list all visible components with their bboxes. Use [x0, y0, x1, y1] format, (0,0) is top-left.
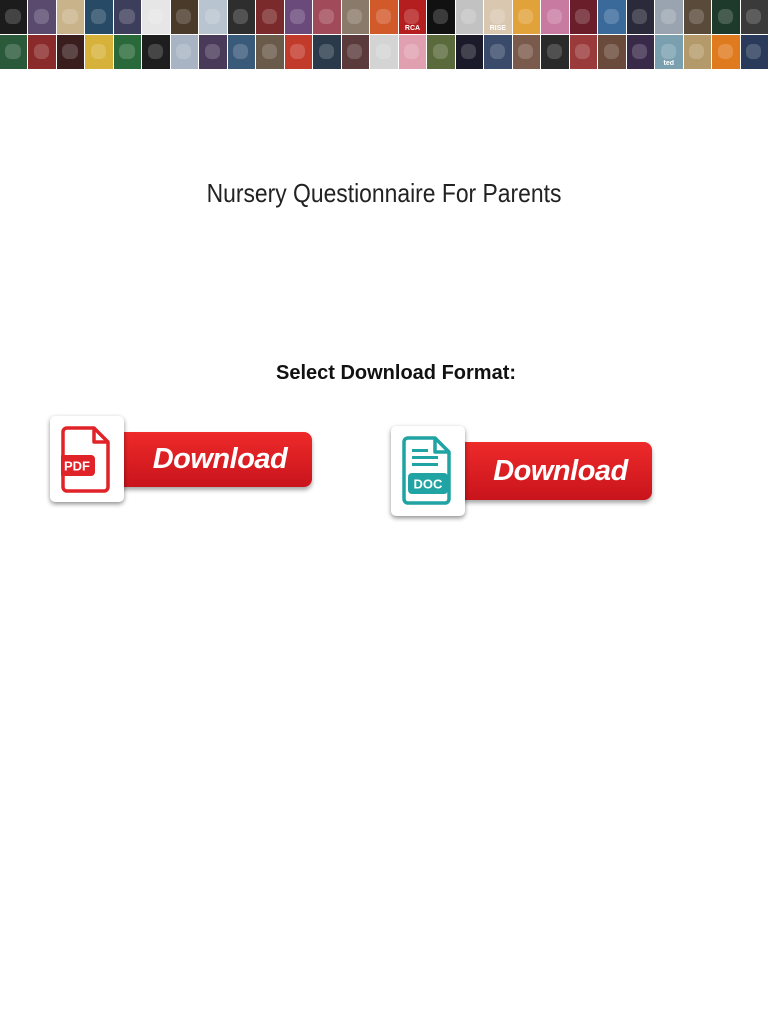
cover-thumbnail [285, 0, 312, 34]
cover-thumbnail-text: ted [663, 60, 675, 67]
cover-thumbnail [570, 35, 597, 69]
cover-thumbnail [741, 0, 768, 34]
cover-thumbnail [370, 35, 397, 69]
cover-thumbnail [142, 35, 169, 69]
doc-icon-card [391, 426, 465, 516]
cover-thumbnail [171, 35, 198, 69]
cover-thumbnail [627, 0, 654, 34]
cover-thumbnail [541, 35, 568, 69]
cover-thumbnail [342, 0, 369, 34]
select-format-label: Select Download Format: [275, 362, 517, 384]
cover-thumbnail [85, 35, 112, 69]
cover-thumbnail [427, 35, 454, 69]
cover-thumbnail [199, 0, 226, 34]
pdf-badge-text: PDF [64, 458, 90, 474]
doc-download-button[interactable] [391, 426, 655, 518]
pdf-file-icon [61, 425, 113, 493]
cover-thumbnail [627, 35, 654, 69]
cover-thumbnail [370, 0, 397, 34]
cover-thumbnail [57, 35, 84, 69]
pdf-icon-card [50, 416, 124, 502]
cover-thumbnail [456, 0, 483, 34]
cover-thumbnail [684, 0, 711, 34]
cover-thumbnail [655, 35, 682, 69]
cover-thumbnail [513, 0, 540, 34]
cover-thumbnail [484, 35, 511, 69]
document-title: Nursery Questionnaire For Parents [206, 178, 562, 208]
doc-download-label: Download [493, 454, 628, 487]
cover-thumbnail [0, 0, 27, 34]
cover-thumbnail [684, 35, 711, 69]
cover-thumbnail [712, 35, 739, 69]
cover-thumbnail [228, 35, 255, 69]
cover-thumbnail [313, 35, 340, 69]
cover-thumbnail [228, 0, 255, 34]
doc-download-bar[interactable] [453, 442, 652, 500]
cover-thumbnail [570, 0, 597, 34]
cover-thumbnail [513, 35, 540, 69]
cover-thumbnail [142, 0, 169, 34]
cover-thumbnail [285, 35, 312, 69]
cover-thumbnail [57, 0, 84, 34]
cover-thumbnail [712, 0, 739, 34]
cover-thumbnail [313, 0, 340, 34]
cover-thumbnail [598, 0, 625, 34]
pdf-download-button[interactable] [50, 416, 316, 506]
cover-thumbnail [427, 0, 454, 34]
cover-thumbnail-text: RCA [404, 25, 421, 32]
doc-file-icon [402, 435, 454, 505]
cover-thumbnail [28, 0, 55, 34]
cover-thumbnail [655, 0, 682, 34]
cover-thumbnails-banner [0, 0, 768, 68]
pdf-download-label: Download [152, 443, 288, 475]
cover-thumbnail [0, 35, 27, 69]
cover-thumbnail [171, 0, 198, 34]
cover-thumbnail [541, 0, 568, 34]
doc-badge-text: DOC [413, 476, 443, 492]
cover-thumbnail [399, 0, 426, 34]
cover-thumbnail [256, 35, 283, 69]
cover-thumbnail [256, 0, 283, 34]
cover-thumbnail [342, 35, 369, 69]
pdf-download-bar[interactable] [112, 432, 312, 487]
cover-thumbnail [399, 35, 426, 69]
cover-thumbnail [114, 35, 141, 69]
cover-thumbnail-text: RISE [489, 25, 507, 32]
cover-thumbnail [598, 35, 625, 69]
cover-thumbnail [199, 35, 226, 69]
cover-thumbnail [28, 35, 55, 69]
cover-thumbnail [456, 35, 483, 69]
cover-thumbnail [484, 0, 511, 34]
cover-thumbnail [85, 0, 112, 34]
cover-thumbnail [741, 35, 768, 69]
cover-thumbnail [114, 0, 141, 34]
